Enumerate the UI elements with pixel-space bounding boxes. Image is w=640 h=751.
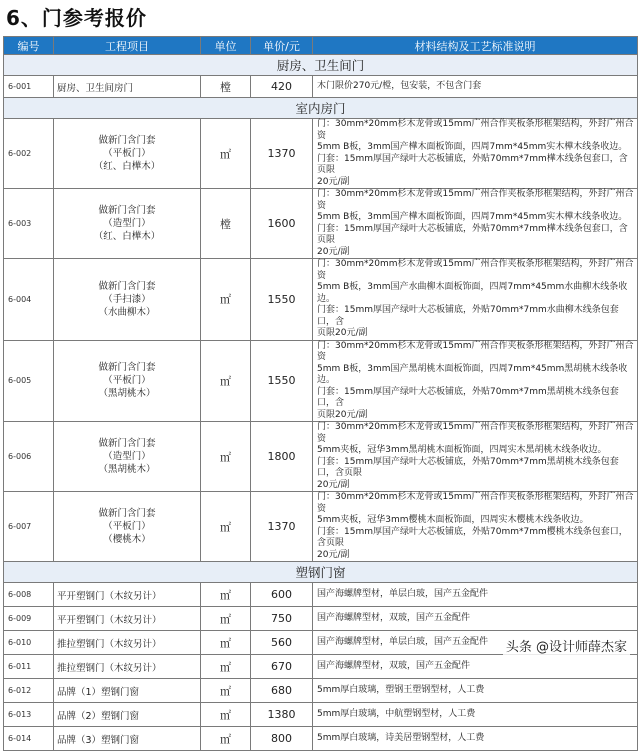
cell-desc — [313, 583, 638, 607]
item-line: 做新门含门套 — [98, 205, 156, 216]
header-code: 编号 — [4, 37, 54, 55]
cell-item — [54, 422, 201, 492]
cell-code: 6-004 — [4, 259, 54, 341]
cell-desc — [313, 703, 638, 727]
desc-line: 20元/副 — [317, 176, 350, 187]
desc-line: 5mm B板，3mm国产黑胡桃木面板饰面，四周7mm*45mm黑胡桃木线条收边。 — [317, 363, 628, 385]
table-row — [4, 655, 638, 679]
desc-line: 门套：15mm厚国产绿叶大芯板铺底，外贴70mm*7mm黑胡桃木线条包套口，含 — [317, 386, 619, 408]
cell-item — [54, 189, 201, 259]
section-title: 塑钢门窗 — [4, 562, 638, 583]
table-row — [4, 119, 638, 189]
desc-line: 门套：15mm厚国产绿叶大芯板铺底，外贴70mm*7mm樺木线条包套口，含页限 — [317, 153, 628, 175]
desc-line: 5mm B板，3mm国产水曲柳木面板饰面，四周7mm*45mm水曲柳木线条收边。 — [317, 282, 628, 304]
cell-item — [54, 583, 201, 607]
desc-line: 20元/副 — [317, 479, 350, 490]
desc-line: 国产海螺牌型材，双玻，国产五金配件 — [317, 660, 471, 671]
desc-line: 页限20元/副 — [317, 328, 368, 338]
cell-price: 750 — [251, 607, 313, 631]
section-title: 室内房门 — [4, 98, 638, 119]
cell-desc — [313, 422, 638, 492]
cell-unit: 樘 — [201, 76, 251, 98]
cell-desc — [313, 607, 638, 631]
cell-code: 6-007 — [4, 492, 54, 562]
cell-desc — [313, 727, 638, 751]
cell-price: 800 — [251, 727, 313, 751]
cell-code: 6-005 — [4, 340, 54, 422]
item-line: （造型门） — [103, 451, 151, 462]
desc-line: 5mm B板，3mm国产樺木面板饰面，四周7mm*45mm实木樺木线条收边。 — [317, 212, 628, 222]
header-item: 工程项目 — [54, 37, 201, 55]
cell-unit: ㎡ — [201, 703, 251, 727]
desc-line: 5mm厚白玻璃，塑钢王塑钢型材，人工费 — [317, 684, 485, 695]
header-price: 单价/元 — [251, 37, 313, 55]
table-row — [4, 422, 638, 492]
item-line: （平板门） — [103, 148, 151, 159]
cell-code: 6-003 — [4, 189, 54, 259]
header-unit: 单位 — [201, 37, 251, 55]
desc-line: 5mm夹板，冠华3mm樱桃木面板饰面，四周实木樱桃木线条收边。 — [317, 515, 589, 525]
cell-price: 420 — [251, 76, 313, 98]
cell-code: 6-010 — [4, 631, 54, 655]
table-row — [4, 76, 638, 98]
section-row — [4, 55, 638, 76]
item-line: 平开塑钢门（木纹另计） — [57, 614, 162, 626]
cell-item — [54, 340, 201, 422]
cell-desc — [313, 679, 638, 703]
desc-line: 门：30mm*20mm杉木龙骨或15mm广州合作夹板条形框架结构，外封广州合资 — [317, 492, 634, 514]
cell-desc — [313, 76, 638, 98]
cell-unit: 樘 — [201, 189, 251, 259]
cell-unit: ㎡ — [201, 492, 251, 562]
cell-code: 6-011 — [4, 655, 54, 679]
cell-code: 6-009 — [4, 607, 54, 631]
section-row — [4, 98, 638, 119]
desc-line: 国产海螺牌型材，单层白玻，国产五金配件 — [317, 636, 489, 647]
item-line: 厨房、卫生间房门 — [57, 82, 134, 94]
cell-price: 1800 — [251, 422, 313, 492]
desc-line: 门：30mm*20mm杉木龙骨或15mm广州合作夹板条形框架结构，外封广州合资 — [317, 119, 634, 141]
cell-desc — [313, 655, 638, 679]
header-desc: 材料结构及工艺标准说明 — [313, 37, 638, 55]
cell-code: 6-012 — [4, 679, 54, 703]
table-header-row — [4, 37, 638, 55]
item-line: 做新门含门套 — [98, 508, 156, 519]
item-line: 品牌（1）塑钢门窗 — [57, 686, 140, 698]
desc-line: 20元/副 — [317, 246, 350, 257]
table-row — [4, 727, 638, 751]
cell-price: 1370 — [251, 492, 313, 562]
table-row — [4, 189, 638, 259]
desc-line: 门：30mm*20mm杉木龙骨或15mm广州合作夹板条形框架结构，外封广州合资 — [317, 189, 634, 211]
table-row — [4, 607, 638, 631]
cell-desc — [313, 119, 638, 189]
cell-unit: ㎡ — [201, 727, 251, 751]
item-line: （樱桃木） — [103, 534, 151, 545]
desc-line: 5mm厚白玻璃，中航塑钢型材，人工费 — [317, 708, 476, 719]
cell-item — [54, 703, 201, 727]
cell-item — [54, 727, 201, 751]
item-line: 做新门含门套 — [98, 135, 156, 146]
section-row — [4, 562, 638, 583]
desc-line: 门：30mm*20mm杉木龙骨或15mm广州合作夹板条形框架结构，外封广州合资 — [317, 340, 634, 362]
desc-line: 门：30mm*20mm杉木龙骨或15mm广州合作夹板条形框架结构，外封广州合资 — [317, 259, 634, 281]
table-row — [4, 583, 638, 607]
item-line: 品牌（2）塑钢门窗 — [57, 710, 140, 722]
item-line: （造型门） — [103, 218, 151, 229]
cell-unit: ㎡ — [201, 607, 251, 631]
cell-item — [54, 655, 201, 679]
item-line: （手扫漆） — [103, 293, 151, 305]
item-line: （黑胡桃木） — [98, 464, 156, 475]
item-line: （水曲柳木） — [98, 306, 156, 318]
cell-unit: ㎡ — [201, 631, 251, 655]
item-line: 推拉塑钢门（木纹另计） — [57, 662, 162, 674]
cell-item — [54, 76, 201, 98]
item-line: （黑胡桃木） — [98, 388, 156, 400]
desc-line: 门套：15mm厚国产绿叶大芯板铺底，外贴70mm*7mm樺木线条包套口，含页限 — [317, 223, 628, 245]
desc-line: 门套：15mm厚国产绿叶大芯板铺底，外贴70mm*7mm黑胡桃木线条包套口，含页限 — [317, 456, 619, 478]
cell-desc — [313, 189, 638, 259]
cell-desc — [313, 340, 638, 422]
cell-item — [54, 492, 201, 562]
cell-code: 6-014 — [4, 727, 54, 751]
table-row — [4, 492, 638, 562]
desc-line: 门：30mm*20mm杉木龙骨或15mm广州合作夹板条形框架结构，外封广州合资 — [317, 422, 634, 444]
cell-price: 600 — [251, 583, 313, 607]
item-line: 推拉塑钢门（木纹另计） — [57, 638, 162, 650]
desc-line: 国产海螺牌型材，单层白玻，国产五金配件 — [317, 588, 489, 599]
cell-code: 6-008 — [4, 583, 54, 607]
section-title: 厨房、卫生间门 — [4, 55, 638, 76]
cell-desc — [313, 492, 638, 562]
cell-code: 6-013 — [4, 703, 54, 727]
table-row — [4, 259, 638, 341]
cell-item — [54, 679, 201, 703]
desc-line: 5mm B板，3mm国产樺木面板饰面，四周7mm*45mm实木樺木线条收边。 — [317, 142, 628, 152]
cell-desc — [313, 259, 638, 341]
cell-unit: ㎡ — [201, 422, 251, 492]
table-row — [4, 679, 638, 703]
cell-price: 670 — [251, 655, 313, 679]
cell-unit: ㎡ — [201, 583, 251, 607]
desc-line: 页限20元/副 — [317, 409, 368, 420]
cell-code: 6-002 — [4, 119, 54, 189]
cell-price: 1550 — [251, 259, 313, 341]
item-line: （红、白樺木） — [93, 231, 161, 242]
cell-price: 1370 — [251, 119, 313, 189]
desc-line: 门套：15mm厚国产绿叶大芯板铺底，外贴70mm*7mm樱桃木线条包套口，含页限 — [317, 526, 628, 548]
table-row — [4, 340, 638, 422]
item-line: 平开塑钢门（木纹另计） — [57, 590, 162, 602]
desc-line: 5mm厚白玻璃，诗美居塑钢型材，人工费 — [317, 732, 485, 743]
item-line: 做新门含门套 — [98, 280, 156, 292]
cell-price: 1380 — [251, 703, 313, 727]
cell-item — [54, 631, 201, 655]
cell-price: 1600 — [251, 189, 313, 259]
cell-unit: ㎡ — [201, 259, 251, 341]
item-line: （红、白樺木） — [93, 161, 161, 172]
desc-line: 20元/副 — [317, 549, 350, 560]
desc-line: 门套：15mm厚国产绿叶大芯板铺底，外贴70mm*7mm水曲柳木线条包套口，含 — [317, 305, 619, 327]
item-line: 做新门含门套 — [98, 438, 156, 449]
cell-item — [54, 607, 201, 631]
desc-line: 国产海螺牌型材，双玻，国产五金配件 — [317, 612, 471, 623]
cell-code: 6-006 — [4, 422, 54, 492]
table-row — [4, 703, 638, 727]
cell-unit: ㎡ — [201, 119, 251, 189]
cell-unit: ㎡ — [201, 679, 251, 703]
item-line: （平板门） — [103, 521, 151, 532]
page-title: 6、门参考报价 — [6, 6, 147, 30]
cell-item — [54, 119, 201, 189]
cell-unit: ㎡ — [201, 655, 251, 679]
cell-code: 6-001 — [4, 76, 54, 98]
cell-price: 1550 — [251, 340, 313, 422]
desc-line: 木门限价270元/樘，包安装，不包含门套 — [317, 80, 482, 91]
cell-price: 680 — [251, 679, 313, 703]
desc-line: 5mm夹板，冠华3mm黑胡桃木面板饰面，四周实木黑胡桃木线条收边。 — [317, 445, 607, 455]
cell-item — [54, 259, 201, 341]
watermark: 头条 @设计师薛杰家 — [503, 635, 630, 656]
cell-unit: ㎡ — [201, 340, 251, 422]
cell-price: 560 — [251, 631, 313, 655]
item-line: 做新门含门套 — [98, 362, 156, 374]
item-line: （平板门） — [103, 375, 151, 387]
item-line: 品牌（3）塑钢门窗 — [57, 734, 140, 746]
